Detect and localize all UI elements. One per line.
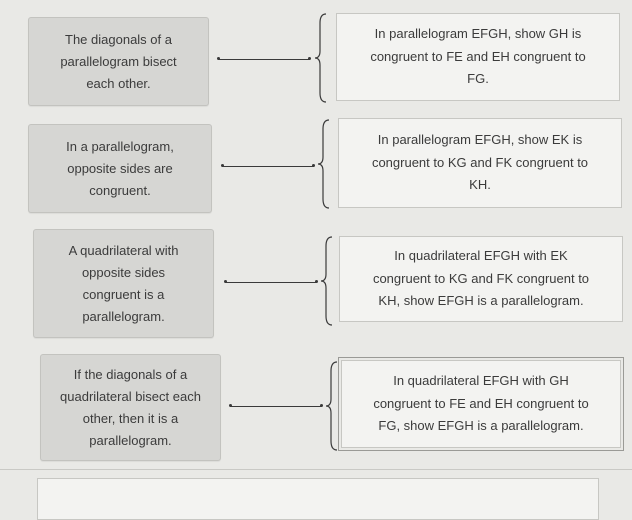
brace-icon — [325, 361, 339, 451]
answer-box[interactable] — [37, 478, 599, 520]
statement-text: In parallelogram EFGH, show GH is congruent to FE and EH congruent to FG. — [370, 26, 586, 87]
statement-text: In quadrilateral EFGH with EK congruent to KG and FK congruent to KH, show EFGH is a parallelogram. — [372, 248, 590, 309]
statement-box-4[interactable] — [341, 360, 621, 448]
theorem-text: If the diagonals of a quadrilateral bisect each other, then it is a parallelogram. — [60, 366, 201, 448]
statement-text: In parallelogram EFGH, show EK is congruent to KG and FK congruent to KH. — [371, 132, 589, 193]
connector-line — [218, 59, 310, 60]
statement-text: In quadrilateral EFGH with GH congruent to FE and EH congruent to FG, show EFGH is a parallelogram. — [373, 373, 589, 434]
statement-box-1[interactable] — [336, 13, 620, 101]
theorem-tile-3[interactable] — [33, 229, 214, 338]
brace-icon — [317, 119, 331, 209]
theorem-text: In a parallelogram, opposite sides are congruent. — [66, 138, 174, 198]
divider — [0, 469, 632, 470]
theorem-tile-1[interactable] — [28, 17, 209, 106]
theorem-tile-4[interactable] — [40, 354, 221, 461]
theorem-text: The diagonals of a parallelogram bisect each other. — [60, 31, 177, 91]
connector-line — [225, 282, 317, 283]
theorem-tile-2[interactable] — [28, 124, 212, 213]
statement-box-3[interactable] — [339, 236, 623, 322]
theorem-text: A quadrilateral with opposite sides congruent is a parallelogram. — [68, 242, 179, 324]
statement-box-2[interactable] — [338, 118, 622, 208]
connector-line — [222, 166, 314, 167]
connector-line — [230, 406, 322, 407]
brace-icon — [320, 236, 334, 326]
brace-icon — [314, 13, 328, 103]
